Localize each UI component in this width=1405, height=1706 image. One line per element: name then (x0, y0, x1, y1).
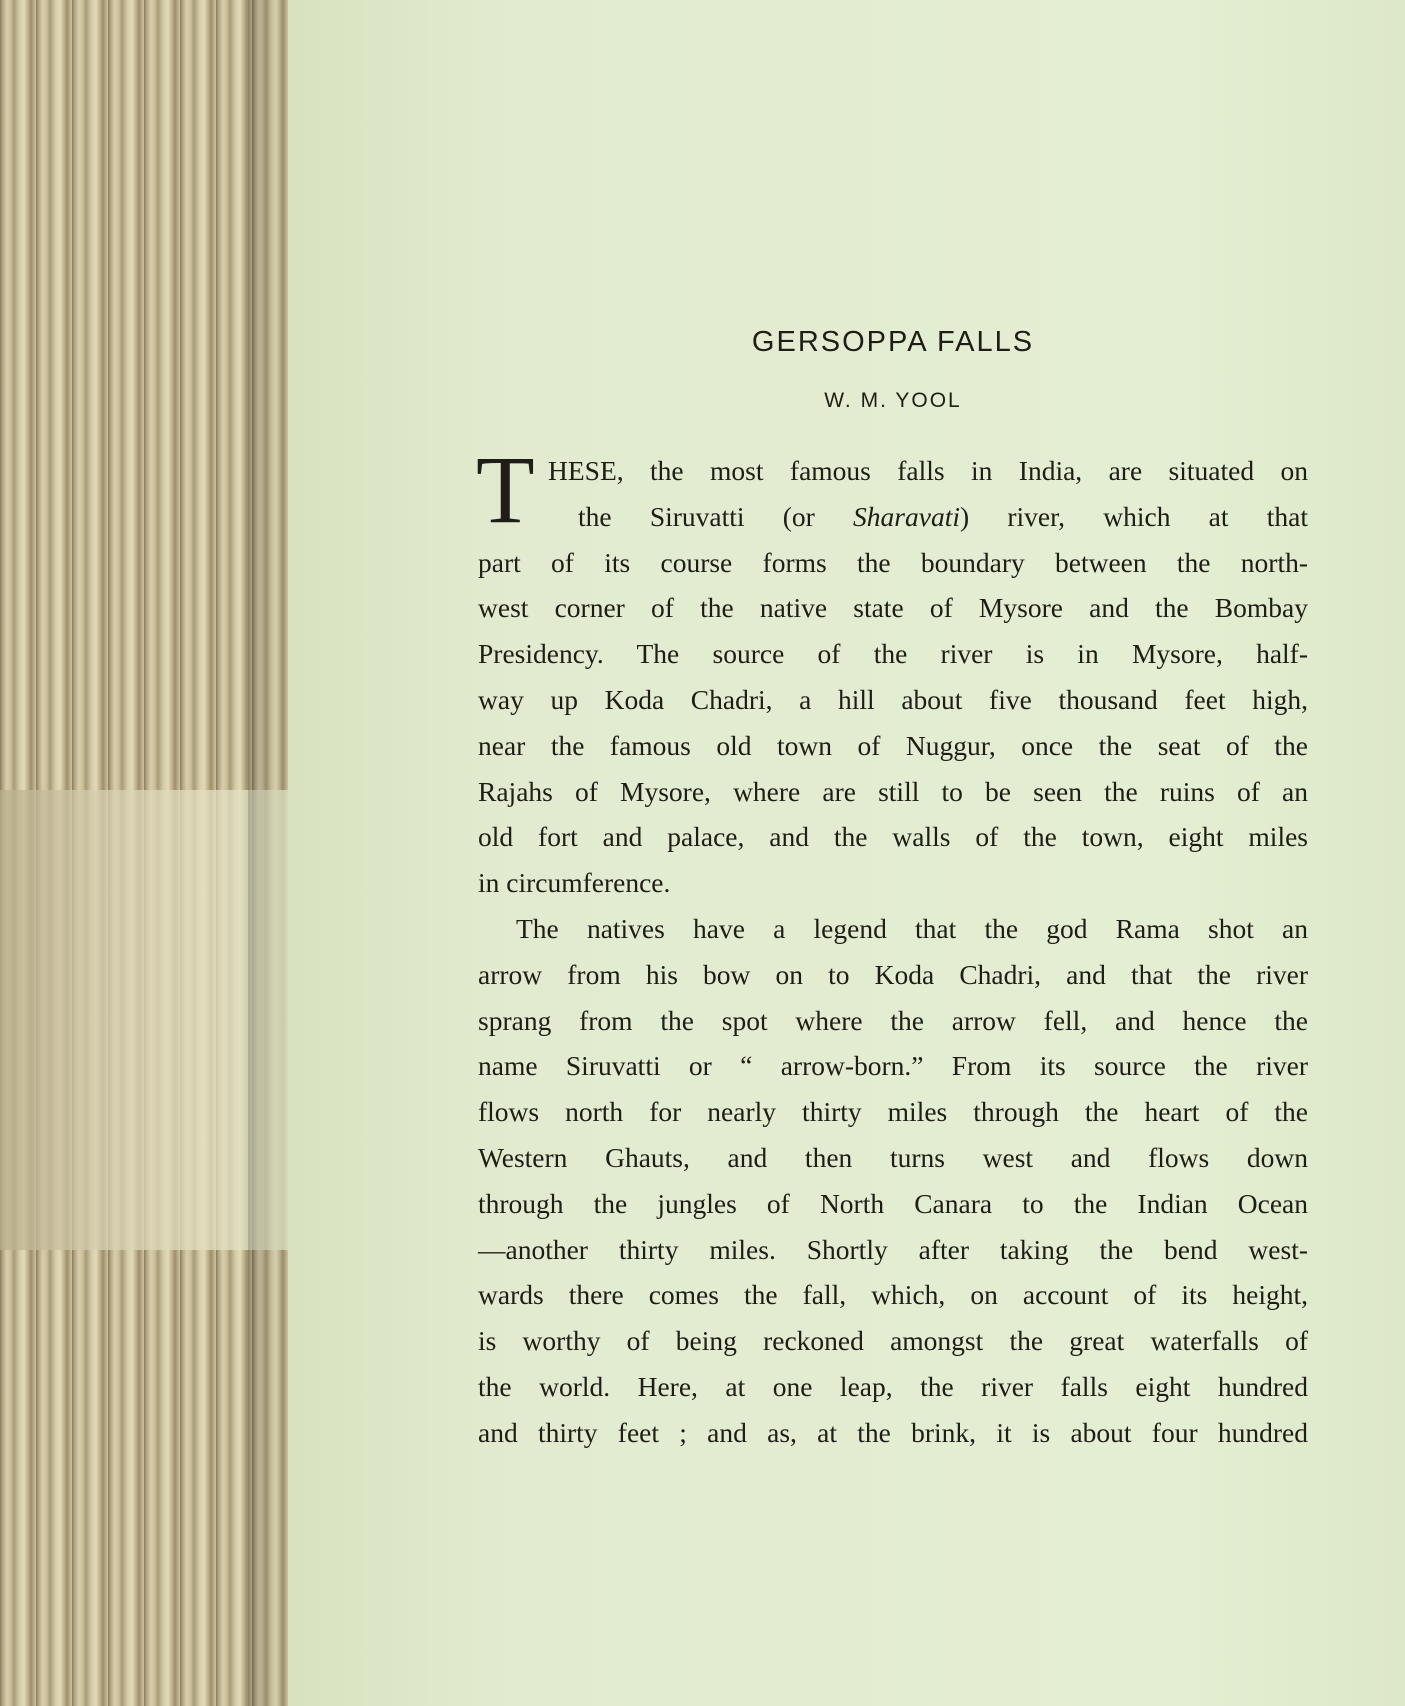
article-title: GERSOPPA FALLS (751, 326, 1035, 358)
text-line: near the famous old town of Nuggur, once the seat of the (478, 729, 1308, 761)
text-line: Western Ghauts, and then turns west and flows down (478, 1141, 1308, 1173)
text-line: west corner of the native state of Mysore and the Bombay (478, 592, 1308, 624)
text-fragment: the Siruvatti (or (578, 500, 854, 532)
text-line: The natives have a legend that the god Rama shot an (516, 912, 1308, 944)
text-fragment: ) river, which at that (959, 500, 1308, 532)
italic-river-name: Sharavati (853, 500, 960, 532)
book-page-edges (0, 0, 288, 1706)
text-line: in circumference. (478, 867, 671, 899)
text-line: flows north for nearly thirty miles through the heart of the (478, 1096, 1308, 1128)
article (478, 322, 1308, 1456)
text-line: Rajahs of Mysore, where are still to be seen the ruins of an (478, 775, 1308, 807)
text-line: part of its course forms the boundary between the north- (478, 546, 1308, 578)
text-line: HESE, the most famous falls in India, are situated on (548, 455, 1308, 486)
text-line (478, 494, 1308, 540)
text-line: name Siruvatti or “ arrow-born.” From its source the river (478, 1050, 1308, 1082)
text-line: —another thirty miles. Shortly after taking the bend west- (478, 1233, 1308, 1265)
text-line: through the jungles of North Canara to the Indian Ocean (478, 1187, 1308, 1219)
book-page (288, 0, 1405, 1706)
text-line: old fort and palace, and the walls of the town, eight miles (478, 821, 1308, 853)
paragraph-1 (476, 436, 1308, 906)
text-line: sprang from the spot where the arrow fell, and hence the (478, 1004, 1308, 1036)
text-line: way up Koda Chadri, a hill about five thousand feet high, (478, 683, 1308, 715)
drop-cap: T (476, 436, 535, 543)
text-line: Presidency. The source of the river is in Mysore, half- (478, 638, 1308, 670)
text-line: wards there comes the fall, which, on account of its height, (478, 1279, 1308, 1311)
text-line: is worthy of being reckoned amongst the great waterfalls of (478, 1325, 1308, 1357)
text-line: the world. Here, at one leap, the river falls eight hundred (478, 1370, 1308, 1402)
article-body (476, 436, 1308, 1456)
text-line: arrow from his bow on to Koda Chadri, and that the river (478, 958, 1308, 990)
text-line: and thirty feet ; and as, at the brink, it is about four hundred (478, 1416, 1308, 1448)
paragraph-2 (478, 906, 1308, 1456)
article-author: W. M. YOOL (824, 389, 962, 412)
